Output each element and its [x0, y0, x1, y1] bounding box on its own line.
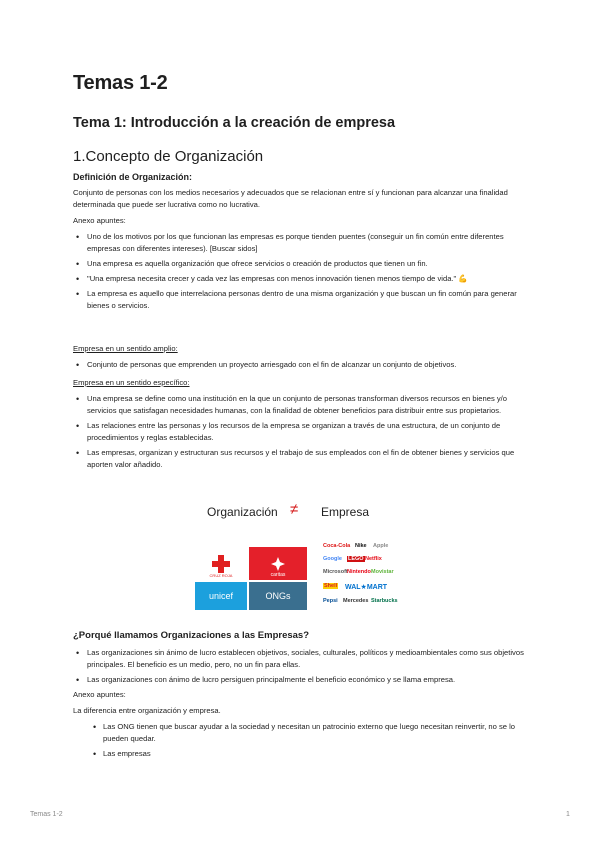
netflix-logo: Netflix [365, 556, 382, 562]
notes-label: Anexo apuntes: [73, 690, 126, 699]
list-item: • Las ONG tienen que buscar ayudar a la sociedad y necesitan un patrocinio externo que luego necesitan reinvertir, no se lo pueden quedar. [73, 721, 528, 745]
list-item: • Las relaciones entre las personas y los recursos de la empresa se organizan a través de una estructura, de un conjunto de procedimientos y reglas establecidas. [73, 420, 528, 444]
difference-bullets [73, 721, 528, 760]
starbucks-logo: Starbucks [371, 598, 398, 604]
footer-title: Temas 1-2 [30, 811, 63, 818]
movistar-logo: Movistar [371, 569, 394, 575]
specific-label: Empresa en un sentido específico: [73, 378, 190, 387]
nintendo-logo: Nintendo [347, 569, 371, 575]
list-item: • Uno de los motivos por los que funcionan las empresas es porque tienden puentes (conseguir un fin común entre diferentes empresas con diferentes intereses). [Buscar sidos] [73, 231, 528, 255]
microsoft-logo: Microsoft [323, 569, 348, 575]
caritas-icon [270, 556, 286, 572]
difference-text: La diferencia entre organización y empresa. [73, 706, 221, 715]
apple-logo: Apple [373, 543, 389, 549]
list-item: • La empresa es aquello que interrelaciona personas dentro de una misma organización y que buscan un fin común para generar bienes o servicios. [73, 288, 528, 312]
shell-logo: Shell [324, 583, 338, 589]
definition-text: Conjunto de personas con los medios necesarios y adecuados que se relacionan entre sí y funcionan para alcanzar una finalidad determinada que puede ser lucrativa como no lucrativa. [73, 188, 508, 209]
mercedes-logo: Mercedes [343, 598, 369, 604]
list-item: • Una empresa es aquella organización que ofrece servicios o creación de productos que tienen un fin. [73, 258, 528, 270]
broad-bullets [73, 359, 528, 371]
subsection-title: 1.Concepto de Organización [73, 148, 264, 165]
definition-heading: Definición de Organización: [73, 172, 193, 182]
why-block [73, 630, 528, 763]
definition-block [73, 171, 528, 315]
why-heading: ¿Porqué llamamos Organizaciones a las Empresas? [73, 630, 310, 641]
nike-logo: Nike [355, 543, 367, 549]
not-equal-sign: ≠ [290, 501, 299, 518]
page-title: Temas 1-2 [73, 72, 168, 94]
lego-logo: LEGO [348, 556, 364, 562]
specific-bullets [73, 393, 528, 471]
list-item: • Las empresas, organizan y estructuran sus recursos y el trabajo de sus empleados con el fin de obtener bienes y servicios que aporten valor añadido. [73, 447, 528, 471]
list-item: • Las organizaciones sin ánimo de lucro establecen objetivos, sociales, culturales, políticos y medioambientales como sus objetivos principales. El beneficio es un medio, pero, no un fin para ellas. [73, 647, 528, 671]
list-item: • Conjunto de personas que emprenden un proyecto arriesgado con el fin de alcanzar un conjunto de objetivos. [73, 359, 528, 371]
walmart-logo: WAL★MART [345, 584, 388, 591]
organization-vs-company-figure [195, 503, 405, 615]
why-bullets [73, 647, 528, 686]
pepsi-logo: Pepsi [323, 598, 338, 604]
list-item: • Las organizaciones con ánimo de lucro persiguen principalmente el beneficio económico y se llama empresa. [73, 674, 528, 686]
ongs-tile [249, 582, 307, 610]
red-cross-icon [211, 554, 231, 574]
broad-label: Empresa en un sentido amplio: [73, 344, 178, 353]
unicef-tile [195, 582, 247, 610]
list-item: • "Una empresa necesita crecer y cada vez las empresas con menos innovación tienen menos tiempo de vida." 💪 [73, 273, 528, 285]
broad-block [73, 343, 528, 374]
figure-right-label: Empresa [321, 505, 370, 519]
caritas-label: caritas [270, 572, 286, 578]
ongs-label: ONGs [265, 591, 291, 601]
list-item: • Una empresa se define como una institución en la que un conjunto de personas transforman diversos recursos en bienes y/o servicios que satisfagan necesidades humanas, con la finalidad de obtener beneficios para distribuir entre sus propietarios. [73, 393, 528, 417]
unicef-label: unicef [208, 591, 234, 601]
figure-left-label: Organización [207, 505, 278, 519]
specific-block [73, 377, 528, 474]
notes-label: Anexo apuntes: [73, 216, 126, 225]
page-number: 1 [566, 811, 570, 818]
google-logo: Google [323, 556, 342, 562]
list-item: • Las empresas [73, 748, 528, 760]
coca-cola-logo: Coca-Cola [323, 543, 351, 549]
red-cross-tile [195, 547, 247, 580]
caritas-tile [249, 547, 307, 580]
red-cross-label: CRUZ ROJA [209, 573, 233, 578]
section-title: Tema 1: Introducción a la creación de empresa [73, 115, 396, 131]
definition-bullets [73, 231, 528, 312]
